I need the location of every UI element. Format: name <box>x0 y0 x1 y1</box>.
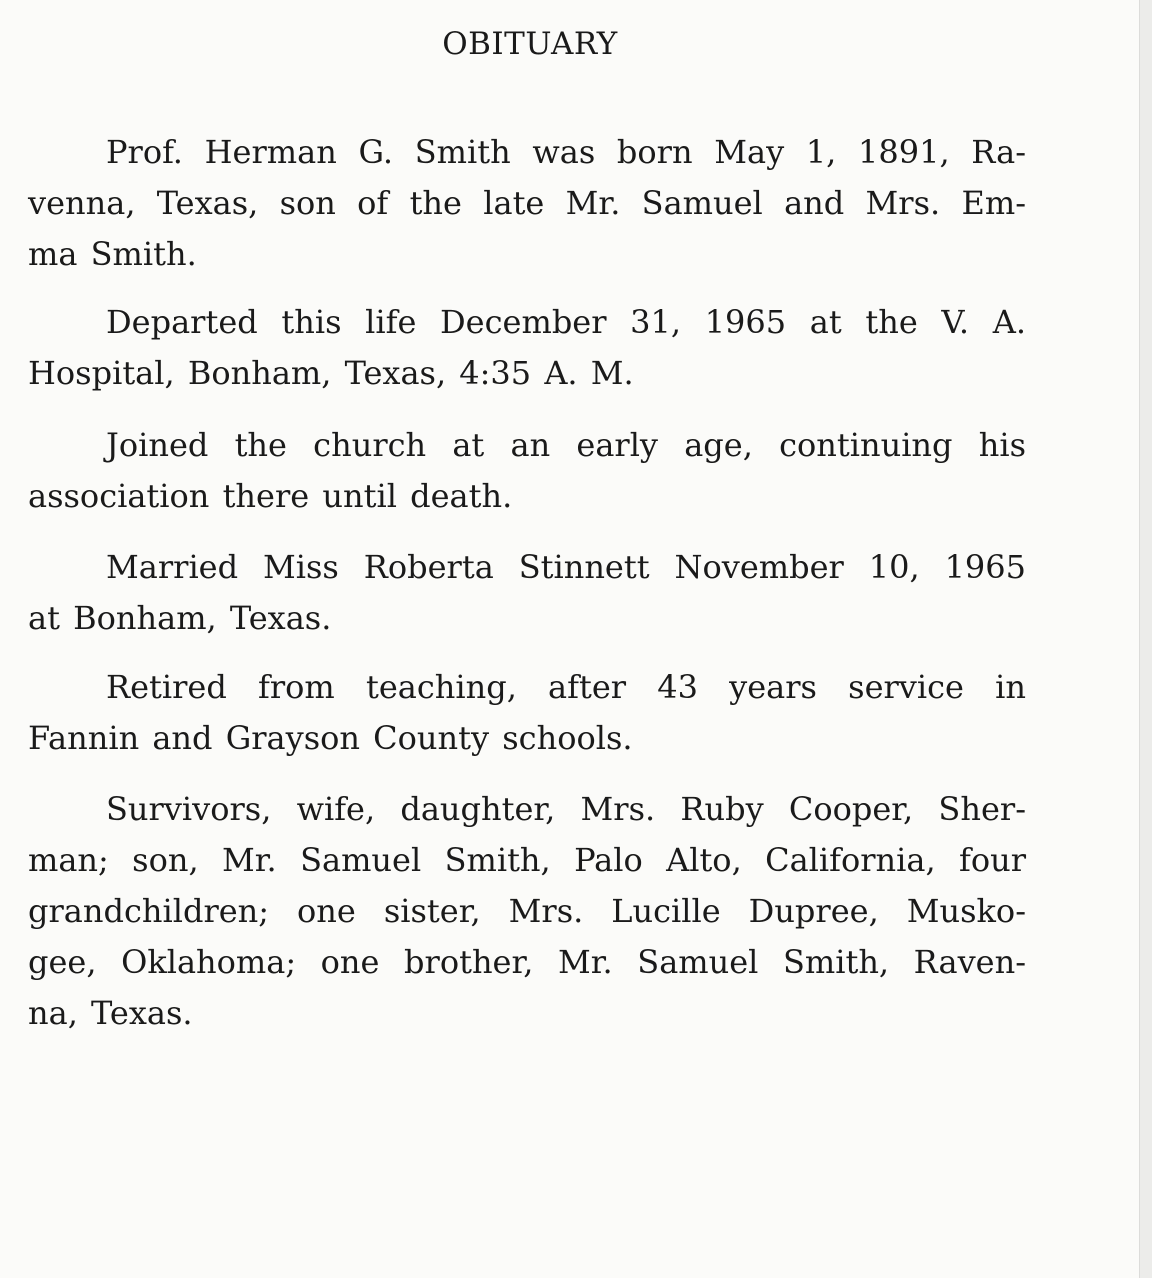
text-line: grandchildren; one sister, Mrs. Lucille Dupree, Musko- <box>28 892 1026 930</box>
text-line: Prof. Herman G. Smith was born May 1, 1891, Ra- <box>106 133 1026 171</box>
text-line: gee, Oklahoma; one brother, Mr. Samuel Smith, Raven- <box>28 943 1026 981</box>
paragraph-death <box>28 297 1026 399</box>
text-line: Married Miss Roberta Stinnett November 10, 1965 <box>106 548 1026 586</box>
paragraph-retirement <box>28 662 1026 764</box>
text-line: at Bonham, Texas. <box>28 599 332 637</box>
text-line: Fannin and Grayson County schools. <box>28 719 633 757</box>
text-line: Survivors, wife, daughter, Mrs. Ruby Cooper, Sher- <box>106 790 1026 828</box>
paper-edge <box>1139 0 1152 1278</box>
text-line: ma Smith. <box>28 235 197 273</box>
paragraph-birth <box>28 127 1026 280</box>
text-line: venna, Texas, son of the late Mr. Samuel and Mrs. Em- <box>28 184 1026 222</box>
text-line: Hospital, Bonham, Texas, 4:35 A. M. <box>28 354 634 392</box>
paragraph-church <box>28 420 1026 522</box>
paragraph-marriage <box>28 542 1026 644</box>
paragraph-survivors <box>28 784 1026 1039</box>
text-line: association there until death. <box>28 477 513 515</box>
text-line: na, Texas. <box>28 994 193 1032</box>
text-line: Joined the church at an early age, continuing his <box>106 426 1026 464</box>
page-title: OBITUARY <box>442 26 618 62</box>
text-line: Departed this life December 31, 1965 at the V. A. <box>106 303 1026 341</box>
text-line: Retired from teaching, after 43 years service in <box>106 668 1026 706</box>
text-line: man; son, Mr. Samuel Smith, Palo Alto, California, four <box>28 841 1026 879</box>
